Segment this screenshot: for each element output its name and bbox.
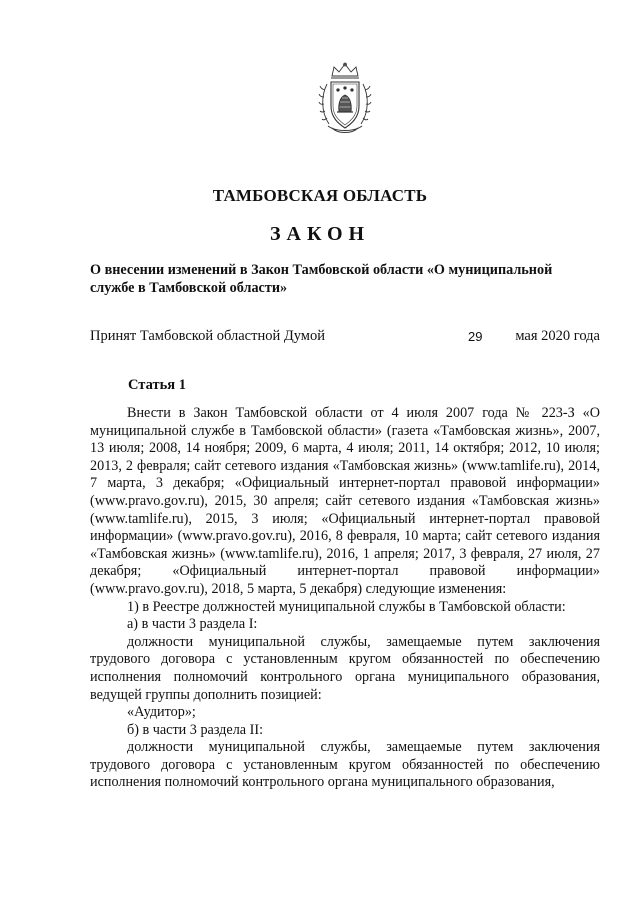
document-type-title: ЗАКОН bbox=[269, 223, 371, 245]
paragraph: Внести в Закон Тамбовской области от 4 июля 2007 года № 223-З «О муниципальной службе в Тамбовской области» (газета «Тамбовская жизнь», 2007, 13 июля; 2008, 14 ноября; 2009, 6 марта, 4 июля; 2011, 14 октября; 2012, 10 июля; 2013, 2 февраля; сайт сетевого издания «Тамбовская жизнь» (www.tamlife.ru), 2014, 7 марта, 3 декабря; «Официальный интернет-портал правовой информации» (www.pravo.gov.ru), 2015, 30 апреля; сайт сетевого издания «Тамбовская жизнь» (www.tamlife.ru), 2015, 3 июля; «Официальный интернет-портал правовой информации» (www.pravo.gov.ru), 2016, 8 февраля, 10 марта; сайт сетевого издания «Тамбовская жизнь» (www.tamlife.ru), 2016, 1 апреля; 2017, 3 февраля, 27 июля, 27 декабря; «Официальный интернет-портал правовой информации» (www.pravo.gov.ru), 2018, 5 марта, 5 декабря) следующие изменения: bbox=[90, 405, 600, 597]
article-body bbox=[90, 405, 600, 792]
paragraph: должности муниципальной службы, замещаемые путем заключения трудового договора с установленным кругом обязанностей по обеспечению исполнения полномочий контрольного органа муниципального образования, ведущей группы дополнить позицией: bbox=[90, 633, 600, 703]
paragraph: б) в части 3 раздела II: bbox=[127, 721, 264, 738]
adopted-by-text: Принят Тамбовской областной Думой bbox=[90, 328, 325, 344]
coat-of-arms-emblem bbox=[318, 62, 372, 136]
region-title: ТАМБОВСКАЯ ОБЛАСТЬ bbox=[212, 186, 428, 205]
paragraph: должности муниципальной службы, замещаемые путем заключения трудового договора с установленным кругом обязанностей по обеспечению исполнения полномочий контрольного органа муниципального образования, bbox=[90, 739, 600, 791]
adoption-month-year: мая 2020 года bbox=[515, 328, 600, 344]
law-subject: О внесении изменений в Закон Тамбовской области «О муниципальной службе в Тамбовской области» bbox=[90, 262, 553, 296]
paragraph: 1) в Реестре должностей муниципальной службы в Тамбовской области: bbox=[127, 598, 566, 615]
paragraph: а) в части 3 раздела I: bbox=[127, 616, 258, 633]
paragraph: «Аудитор»; bbox=[127, 704, 196, 721]
article-heading: Статья 1 bbox=[128, 377, 186, 393]
adoption-day: 29 bbox=[468, 329, 483, 344]
